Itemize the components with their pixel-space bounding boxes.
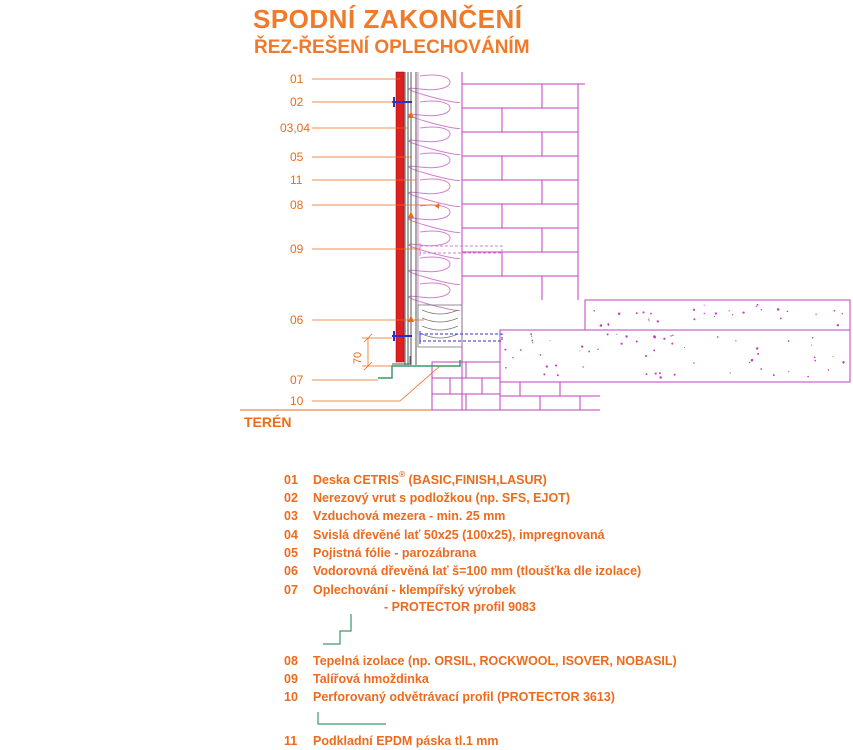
callout-07: 07 <box>290 373 304 387</box>
page-title: SPODNÍ ZAKONČENÍ <box>253 4 523 34</box>
callout-06: 06 <box>290 313 304 327</box>
legend-item-07: 07 Oplechování - klempířský výrobek <box>284 583 516 597</box>
callout-03-04: 03,04 <box>280 121 311 135</box>
callout-09: 09 <box>290 242 304 256</box>
page-subtitle: ŘEZ-ŘEŠENÍ OPLECHOVÁNÍM <box>254 37 530 58</box>
legend-profile-sketch <box>318 712 386 724</box>
legend-item-08: 08 Tepelná izolace (np. ORSIL, ROCKWOOL, ISOVER, NOBASIL) <box>284 654 677 668</box>
callout-01: 01 <box>290 72 304 86</box>
legend-item-11: 11 Podkladní EPDM páska tl.1 mm <box>284 734 499 748</box>
callout-05: 05 <box>290 150 304 164</box>
legend-item-03: 03 Vzduchová mezera - min. 25 mm <box>284 509 506 523</box>
cetris-board <box>396 72 404 362</box>
callout-11: 11 <box>290 173 303 187</box>
callout-10: 10 <box>290 394 304 408</box>
dimension-label: 70 <box>352 351 364 365</box>
legend-item-07-sub: - PROTECTOR profil 9083 <box>384 600 536 614</box>
legend-item-09: 09 Talířová hmoždinka <box>284 672 429 686</box>
legend-item-02: 02 Nerezový vrut s podložkou (np. SFS, EJOT) <box>284 491 570 505</box>
floor-slab <box>500 300 850 382</box>
legend-item-05: 05 Pojistná fólie - parozábrana <box>284 546 477 560</box>
dimension-70 <box>362 334 392 370</box>
callout-08: 08 <box>290 198 304 212</box>
callout-02: 02 <box>290 95 304 109</box>
leader-lines <box>312 79 440 401</box>
legend-item-06: 06 Vodorovná dřevěná lať š=100 mm (tloušťka dle izolace) <box>284 564 642 578</box>
legend-item-10: 10 Perforovaný odvětrávací profil (PROTECTOR 3613) <box>284 690 615 704</box>
legend-item-01: 01 Deska CETRIS® (BASIC,FINISH,LASUR) <box>284 470 547 488</box>
ground-label: TERÉN <box>244 414 292 430</box>
plinth <box>432 362 500 410</box>
plate-anchor-upper <box>420 243 502 256</box>
legend-flashing-sketch <box>323 614 351 644</box>
legend-item-04: 04 Svislá dřevěné lať 50x25 (100x25), impregnovaná <box>284 528 605 542</box>
masonry-wall <box>462 72 600 410</box>
flashing-profile <box>378 360 460 378</box>
